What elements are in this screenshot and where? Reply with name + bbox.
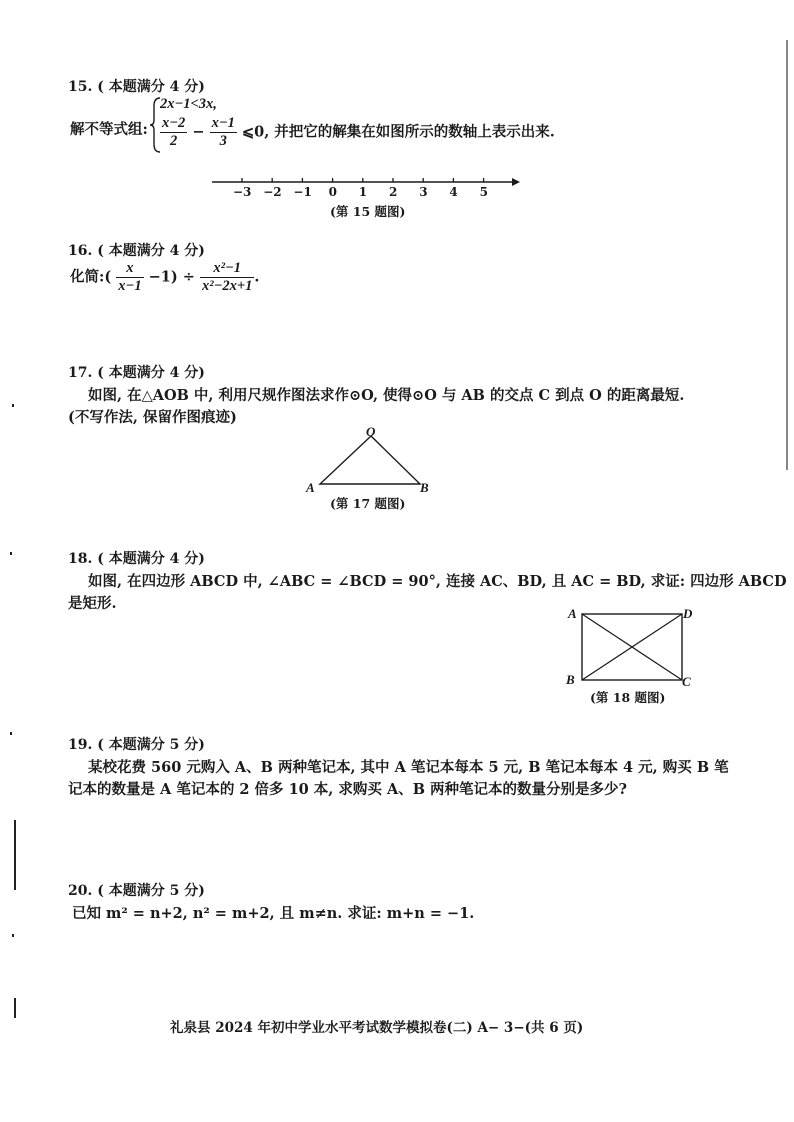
margin-dot [10,732,12,735]
rectangle-abcd-figure [580,612,684,686]
q18-label-b: B [566,672,575,687]
page-footer: 礼泉县 2024 年初中学业水平考试数学模拟卷(二) A− 3−(共 6 页) [170,1020,584,1036]
q17-line2: (不写作法, 保留作图痕迹) [68,409,237,426]
number-line-tick-label: −2 [263,185,282,199]
q18-label-d: D [683,606,693,621]
q16-header: 16. ( 本题满分 4 分) [68,243,205,259]
number-line-tick-label: 1 [358,185,368,199]
q16-frac2-den: x²−2x+1 [202,278,253,294]
margin-dot [10,552,12,555]
q15-frac2 [210,115,237,150]
q19-line2: 记本的数量是 A 笔记本的 2 倍多 10 本, 求购买 A、B 两种笔记本的数量分别是多少? [68,781,627,798]
triangle-aob-figure [316,432,426,492]
q17-header: 17. ( 本题满分 4 分) [68,365,205,381]
q18-line1: 如图, 在四边形 ABCD 中, ∠ABC = ∠BCD = 90°, 连接 AC、BD, 且 AC = BD, 求证: 四边形 ABCD [88,573,787,590]
q15-frac1 [160,115,187,150]
q16-frac1-num: x [116,260,143,278]
q17-label-a: A [306,480,315,495]
margin-dot [12,934,14,937]
q16-lead: 化简:( [70,268,112,286]
q18-label-a: A [568,606,577,621]
q15-lead: 解不等式组: [70,121,148,138]
margin-mark [14,998,16,1018]
number-line-tick-label: 3 [419,185,428,199]
q19-line1: 某校花费 560 元购入 A、B 两种笔记本, 其中 A 笔记本每本 5 元, B 笔记本每本 4 元, 购买 B 笔 [88,759,729,776]
number-line-tick-label: 2 [389,185,398,199]
scan-edge-line [786,40,788,470]
q15-minus: − [192,123,205,141]
q17-line1: 如图, 在△AOB 中, 利用尺规作图法求作⊙O, 使得⊙O 与 AB 的交点 C 到点 O 的距离最短. [88,387,685,404]
number-line-tick-label: 0 [328,185,337,199]
q17-caption: (第 17 题图) [330,496,406,511]
q20-line1: 已知 m² = n+2, n² = m+2, 且 m≠n. 求证: m+n = −1. [72,905,475,922]
margin-dot [12,404,14,407]
number-line-tick-label: −1 [293,185,312,199]
q16-tail: . [254,268,260,286]
number-line-tick-label: −3 [233,185,252,199]
q16-expression [70,260,259,295]
q15-tail: ⩽0 [241,123,265,141]
q18-line2: 是矩形. [68,595,117,612]
q15-ineq2 [160,115,555,150]
q16-frac2 [200,260,254,295]
q15-header: 15. ( 本题满分 4 分) [68,79,205,95]
q16-frac1 [116,260,143,295]
q15-frac2-den: 3 [219,133,227,149]
q16-frac2-num: x²−1 [200,260,254,278]
q17-label-b: B [420,480,429,495]
number-line-tick-label: 4 [449,185,458,199]
q19-header: 19. ( 本题满分 5 分) [68,737,205,753]
q18-header: 18. ( 本题满分 4 分) [68,551,205,567]
number-line-tick-label: 5 [479,185,488,199]
q15-caption: (第 15 题图) [330,204,406,219]
q15-frac1-den: 2 [170,133,178,149]
q15-instruction: , 并把它的解集在如图所示的数轴上表示出来. [264,123,555,141]
q20-header: 20. ( 本题满分 5 分) [68,883,205,899]
margin-mark [14,820,16,890]
q17-label-o: O [366,424,376,439]
q16-frac1-den: x−1 [118,278,142,294]
q15-frac2-num: x−1 [211,115,235,131]
q18-label-c: C [682,674,691,689]
q18-caption: (第 18 题图) [590,690,666,705]
q16-mid: −1) ÷ [148,268,195,286]
q15-ineq1: 2x−1<3x, [160,96,217,112]
q15-frac1-num: x−2 [162,115,186,131]
